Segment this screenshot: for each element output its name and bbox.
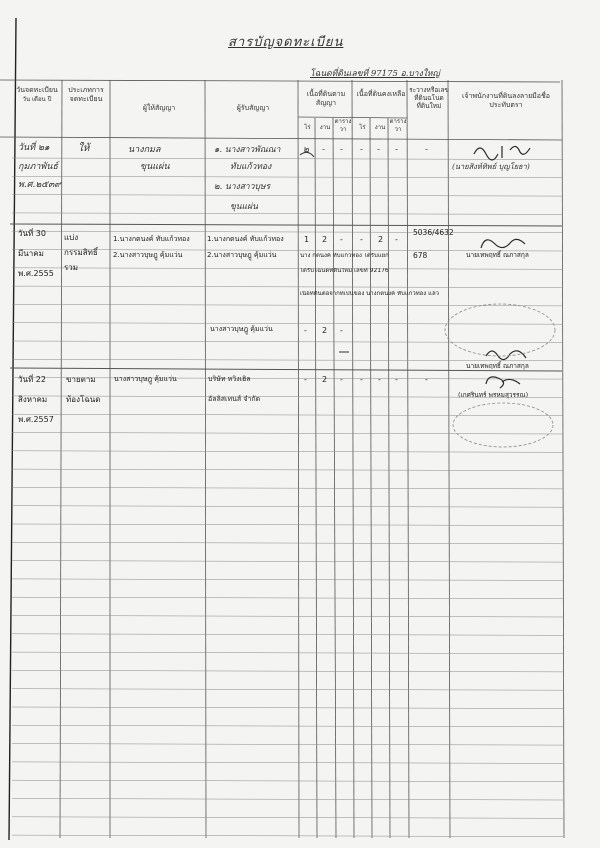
entry3-wa: - xyxy=(340,375,343,384)
header-type: ประเภทการจดทะเบียน xyxy=(68,86,104,103)
entry2-follow-wa: - xyxy=(340,326,343,335)
entry2-officer-name-2: นายเทพฤทธิ์ ณภาสกุล xyxy=(466,362,529,370)
entry2-from-2: 2.นางสาวบุษฎู คุ้มแว่น xyxy=(113,251,183,259)
entry2-new-deed-2: 678 xyxy=(413,251,428,260)
unit-ngan-2: งาน xyxy=(374,124,386,131)
entry2-from: 1.นางกตนงค์ ทับแก้วทอง xyxy=(113,235,190,243)
entry2-follow-name: นางสาวบุษฎู คุ้มแว่น xyxy=(210,325,273,333)
ruled-line xyxy=(12,799,563,801)
entry3-to: บริษัท หวิงเฮิล xyxy=(208,375,251,383)
entry3-rai: - xyxy=(304,375,307,384)
entry1-from: นางกมล xyxy=(128,145,161,155)
ruled-line xyxy=(12,469,563,471)
entry3-officer-signature xyxy=(480,372,530,392)
entry2-wa: - xyxy=(340,235,343,244)
entry1-rai: ๒ xyxy=(303,145,309,155)
entry2-note-1: นาง กตนงค์ ทับแก้วทอง ได้รับแยก xyxy=(300,253,389,259)
ruled-line xyxy=(12,616,563,618)
entry3-r-rai: - xyxy=(360,375,363,384)
entry2-type: แบ่งกรรมสิทธิ์รวม xyxy=(64,233,98,273)
ruled-line xyxy=(12,725,563,727)
unit-rai-1: ไร่ xyxy=(304,124,311,131)
entry3-from: นางสาวบุษฎู คุ้มแว่น xyxy=(114,375,177,383)
ruled-line xyxy=(12,506,563,508)
entry1-type: ให้ xyxy=(78,143,90,154)
entry1-to-3: ๒. นางสาวบุษร xyxy=(214,182,271,192)
entry2-officer-name: นายเทพฤทธิ์ ณภาสกุล xyxy=(466,251,529,259)
entry3-type: ขายตาม xyxy=(66,375,96,384)
entry1-officer-signature xyxy=(470,140,540,162)
entry1-from-2: ขุนแผ่น xyxy=(140,162,170,172)
ruled-line xyxy=(12,817,563,819)
header-date-sub: วัน เดือน ปี xyxy=(22,95,52,103)
header-from: ผู้ให้สัญญา xyxy=(142,104,176,112)
entry3-date-month: สิงหาคม xyxy=(18,395,48,404)
entry3-ngan: 2 xyxy=(322,375,328,384)
ruled-line xyxy=(12,689,563,691)
entry1-date-month: กุมภาพันธ์ xyxy=(18,162,58,172)
deed-number-line: โฉนดที่ดินเลขที่ 97175 อ.บางใหญ่ xyxy=(310,69,440,79)
header-date-label: วันจดทะเบียน xyxy=(16,86,58,94)
entry3-date-year: พ.ศ.2557 xyxy=(18,415,54,424)
ruled-line xyxy=(12,286,563,288)
ruled-line xyxy=(12,762,563,764)
entry2-note-3: เนื้อที่ดินต่อจากที่เป็นของ นางกตนงค์ ทับแก้วทอง แล้ว xyxy=(300,291,440,297)
entry2-follow-rai: - xyxy=(304,326,307,335)
unit-wa-2: ตารางวา xyxy=(389,118,407,133)
entry2-new-deed: 5036/4632 xyxy=(413,228,454,237)
ruled-line xyxy=(12,744,563,746)
entry1-officer-name: (นายสิงห์ทิพย์ บุญโยธา) xyxy=(452,162,530,171)
ruled-line xyxy=(12,542,563,544)
entry2-date-year: พ.ศ.2555 xyxy=(18,269,54,278)
entry3-new-deed: - xyxy=(425,375,428,384)
entry2-r-rai: - xyxy=(360,235,363,244)
stamp-mark-1 xyxy=(440,300,560,360)
entry2-note-2: ได้รับโฉนดที่ดินใหม่ เลขที่ 92176 xyxy=(300,268,389,274)
entry1-date-year: พ.ศ.๒๕๓๙ xyxy=(18,180,61,190)
entry3-type-2: ท้องโฉนด xyxy=(66,395,101,404)
ruled-line xyxy=(12,176,563,178)
header-area-contract: เนื้อที่ดินตามสัญญา xyxy=(306,90,346,107)
ruled-line xyxy=(12,524,563,526)
stamp-mark-2 xyxy=(448,400,558,455)
entry3-r-ngan: - xyxy=(378,375,381,384)
header-officer: เจ้าพนักงานที่ดินลงลายมือชื่อ ประทับตรา xyxy=(462,92,550,109)
entry1-ngan: - xyxy=(322,145,326,155)
unit-ngan-1: งาน xyxy=(319,124,331,131)
entry3-to-2: อัลลิสเทนส์ จำกัด xyxy=(208,395,261,403)
ruled-line xyxy=(12,487,563,489)
ruled-line xyxy=(12,780,563,782)
ruled-line xyxy=(12,670,563,672)
entry1-to-2: ทับแก้วทอง xyxy=(230,162,272,172)
header-new-deed: ระวางหรือเลขที่ดินฉโนดที่ดินใหม่ xyxy=(409,86,449,111)
header-to: ผู้รับสัญญา xyxy=(236,104,270,112)
entry1-new-deed: - xyxy=(425,145,429,155)
page-title: สารบัญจดทะเบียน xyxy=(228,35,344,50)
entry1-date-day: วันที่ ๒๑ xyxy=(18,143,50,153)
entry1-to-4: ขุนแผ่น xyxy=(230,202,258,212)
entry1-r-ngan: - xyxy=(377,145,381,155)
ruled-line xyxy=(12,579,563,581)
entry2-to: 1.นางกตนงค์ ทับแก้วทอง xyxy=(207,235,284,243)
entry1-r-rai: - xyxy=(360,145,364,155)
header-area-remaining: เนื้อที่ดินคงเหลือ xyxy=(356,90,406,98)
entry2-to-2: 2.นางสาวบุษฎู คุ้มแว่น xyxy=(207,251,277,259)
unit-wa-1: ตารางวา xyxy=(334,118,352,133)
entry1-r-wa: - xyxy=(395,145,399,155)
unit-rai-2: ไร่ xyxy=(359,124,366,131)
ruled-line xyxy=(12,561,563,563)
ruled-line xyxy=(12,597,563,599)
entry3-date-day: วันที่ 22 xyxy=(18,375,46,384)
header-date xyxy=(12,86,62,104)
ruled-line xyxy=(12,707,563,709)
entry2-rai: 1 xyxy=(304,235,310,244)
ruled-line xyxy=(12,195,563,197)
entry2-ngan: 2 xyxy=(322,235,328,244)
entry1-wa: - xyxy=(340,145,344,155)
ruled-line xyxy=(12,213,563,215)
entry2-r-ngan: 2 xyxy=(378,235,384,244)
entry2-date-day: วันที่ 30 xyxy=(18,229,46,238)
ruled-line xyxy=(12,634,563,636)
ruled-line xyxy=(12,835,563,837)
entry3-officer-name: (เกศรินทร์ พรหมสุวรรณ) xyxy=(458,391,529,399)
entry2-r-wa: - xyxy=(395,235,398,244)
entry2-follow-ngan: 2 xyxy=(322,326,328,335)
entry3-r-wa: - xyxy=(395,375,398,384)
ruled-line xyxy=(12,652,563,654)
entry2-date-month: มีนาคม xyxy=(18,249,44,258)
entry1-to: ๑. นางสาวพัณณา xyxy=(214,145,281,155)
